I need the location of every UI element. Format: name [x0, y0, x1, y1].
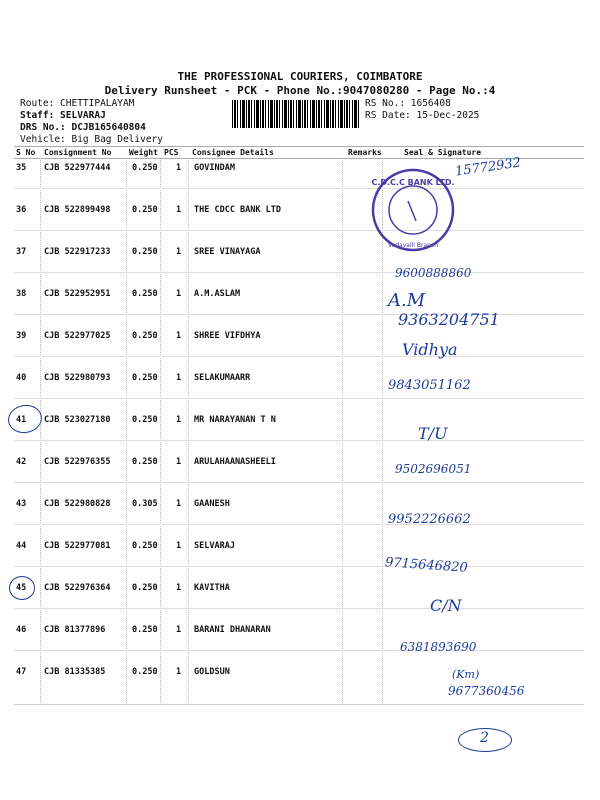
handwritten-number: 9843051162: [388, 378, 471, 393]
row-consignment: CJB 81377896: [44, 625, 106, 635]
row-consignment: CJB 522980793: [44, 373, 111, 383]
row-sno: 46: [16, 625, 27, 635]
handwritten-signature: A.M: [388, 290, 426, 311]
row-weight: 0.250: [132, 331, 158, 341]
row-consignee: SHREE VIFDHYA: [194, 331, 261, 341]
row-consignment: CJB 522976355: [44, 457, 111, 467]
row-consignee: KAVITHA: [194, 583, 230, 593]
table-bottom-rule: [14, 704, 584, 705]
col-consignment: Consignment No: [44, 148, 112, 157]
vehicle-label: Vehicle: Big Bag Delivery: [20, 134, 163, 145]
bank-stamp: [368, 165, 458, 255]
row-rule: [14, 566, 584, 567]
row-sno: 38: [16, 289, 27, 299]
row-sno: 37: [16, 247, 27, 257]
row-weight: 0.250: [132, 205, 158, 215]
row-sno: 41: [16, 415, 27, 425]
row-consignee: ARULAHAANASHEELI: [194, 457, 276, 467]
runsheet-title: Delivery Runsheet - PCK - Phone No.:9047080280 - Page No.:4: [104, 84, 496, 97]
circle-mark: [9, 576, 35, 600]
row-rule: [14, 524, 584, 525]
handwritten-number: 9677360456: [448, 684, 525, 698]
table-row: [14, 373, 584, 385]
col-divider: [126, 158, 127, 703]
row-consignee: THE CDCC BANK LTD: [194, 205, 281, 215]
handwritten-number: 9502696051: [395, 462, 472, 476]
handwritten-number: 9715646820: [384, 555, 469, 576]
table-row: [14, 457, 584, 469]
row-pcs: 1: [176, 373, 182, 383]
row-consignee: GOLDSUN: [194, 667, 230, 677]
col-divider: [188, 158, 189, 703]
row-consignee: SELAKUMAARR: [194, 373, 251, 383]
row-sno: 35: [16, 163, 27, 173]
row-pcs: 1: [176, 331, 182, 341]
row-consignment: CJB 522952951: [44, 289, 111, 299]
row-consignment: CJB 522977025: [44, 331, 111, 341]
handwritten-signature: Vidhya: [402, 340, 458, 359]
table-row: [14, 289, 584, 301]
drs-label: DRS No.: DCJB165640804: [20, 122, 146, 133]
row-pcs: 1: [176, 583, 182, 593]
row-pcs: 1: [176, 205, 182, 215]
row-consignee: GAANESH: [194, 499, 230, 509]
col-consignee: Consignee Details: [192, 148, 274, 157]
col-remarks: Remarks: [348, 148, 382, 157]
table-row: [14, 667, 584, 679]
row-sno: 44: [16, 541, 27, 551]
row-consignee: A.M.ASLAM: [194, 289, 241, 299]
table-row: [14, 499, 584, 511]
row-weight: 0.250: [132, 373, 158, 383]
handwritten-number: 15772932: [454, 155, 522, 180]
col-sno: S No: [16, 148, 36, 157]
row-rule: [14, 608, 584, 609]
row-consignee: SREE VINAYAGA: [194, 247, 261, 257]
rs-number: RS No.: 1656408: [365, 98, 451, 109]
row-pcs: 1: [176, 457, 182, 467]
row-consignee: GOVINDAM: [194, 163, 235, 173]
row-consignment: CJB 522980828: [44, 499, 111, 509]
rs-date: RS Date: 15-Dec-2025: [365, 110, 480, 121]
row-pcs: 1: [176, 247, 182, 257]
row-consignment: CJB 522917233: [44, 247, 111, 257]
row-sno: 45: [16, 583, 27, 593]
row-rule: [14, 272, 584, 273]
row-rule: [14, 482, 584, 483]
row-weight: 0.250: [132, 541, 158, 551]
row-rule: [14, 230, 584, 231]
row-pcs: 1: [176, 667, 182, 677]
row-weight: 0.250: [132, 247, 158, 257]
row-consignment: CJB 81335385: [44, 667, 106, 677]
row-consignment: CJB 522899498: [44, 205, 111, 215]
row-weight: 0.250: [132, 457, 158, 467]
table-row: [14, 247, 584, 259]
row-sno: 43: [16, 499, 27, 509]
row-weight: 0.250: [132, 667, 158, 677]
row-consignment: CJB 522977081: [44, 541, 111, 551]
row-weight: 0.305: [132, 499, 158, 509]
row-consignee: BARANI DHANARAN: [194, 625, 271, 635]
row-pcs: 1: [176, 289, 182, 299]
row-pcs: 1: [176, 625, 182, 635]
col-divider: [342, 158, 343, 703]
col-weight: Weight: [129, 148, 158, 157]
handwritten-mark: C/N: [430, 596, 462, 615]
barcode: [232, 100, 360, 128]
row-weight: 0.250: [132, 625, 158, 635]
row-rule: [14, 356, 584, 357]
handwritten-mark: T/U: [418, 424, 448, 443]
handwritten-number: 9363204751: [398, 310, 500, 329]
circle-mark: [6, 402, 44, 435]
row-consignment: CJB 522977444: [44, 163, 111, 173]
table-row: [14, 205, 584, 217]
row-rule: [14, 440, 584, 441]
handwritten-number: 9600888860: [395, 266, 472, 280]
staff-label: Staff: SELVARAJ: [20, 110, 106, 121]
handwritten-number: 6381893690: [400, 640, 477, 654]
col-pcs: PCS: [164, 148, 179, 157]
row-pcs: 1: [176, 415, 182, 425]
row-sno: 40: [16, 373, 27, 383]
row-pcs: 1: [176, 499, 182, 509]
row-pcs: 1: [176, 541, 182, 551]
table-row: [14, 625, 584, 637]
row-consignee: MR NARAYANAN T N: [194, 415, 276, 425]
table-row: [14, 331, 584, 343]
col-seal: Seal & Signature: [404, 148, 482, 157]
row-rule: [14, 398, 584, 399]
stamp-text: C.D.C.C BANK LTD.: [371, 178, 455, 187]
row-sno: 39: [16, 331, 27, 341]
row-sno: 47: [16, 667, 27, 677]
row-consignment: CJB 523027180: [44, 415, 111, 425]
row-weight: 0.250: [132, 163, 158, 173]
table-row: [14, 415, 584, 427]
row-weight: 0.250: [132, 583, 158, 593]
col-divider: [40, 158, 41, 703]
row-consignee: SELVARAJ: [194, 541, 235, 551]
col-divider: [160, 158, 161, 703]
handwritten-mark: (Km): [452, 668, 480, 681]
handwritten-number: 9952226662: [388, 512, 471, 527]
table-row: [14, 583, 584, 595]
row-weight: 0.250: [132, 289, 158, 299]
row-rule: [14, 650, 584, 651]
row-pcs: 1: [176, 163, 182, 173]
table-row: [14, 541, 584, 553]
stamp-branch: Vadavalli Branch: [387, 242, 439, 249]
page-mark: 2: [480, 730, 489, 746]
row-sno: 42: [16, 457, 27, 467]
row-rule: [14, 188, 584, 189]
row-consignment: CJB 522976364: [44, 583, 111, 593]
company-title: THE PROFESSIONAL COURIERS, COIMBATORE: [177, 70, 423, 83]
row-sno: 36: [16, 205, 27, 215]
route-label: Route: CHETTIPALAYAM: [20, 98, 135, 109]
row-weight: 0.250: [132, 415, 158, 425]
